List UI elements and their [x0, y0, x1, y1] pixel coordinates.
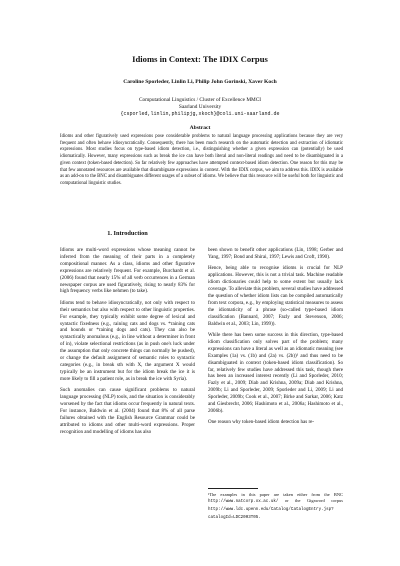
paragraph: been shown to benefit other applications (Lin, 1998; Gerber and Yang, 1997; Bond and Shirai, 1997; Lewis and Croft, 1990).	[208, 247, 343, 260]
right-column	[208, 247, 343, 431]
footnote-link-gigaword[interactable]: http://www.ldc.upenn.edu/Catalog/CatalogEntry.jsp?catalogId=LDC2003T05.	[208, 507, 334, 520]
paragraph: Hence, being able to recognise idioms is crucial for NLP applications. However, this is not a trivial task. Machine readable idiom dictionaries could help to some extent but usually lack coverage. To alleviate this problem, several studies have addressed the question of whether idiom lists can be compiled automatically from text corpora, e.g., by employing statistical measures to assess the idiomaticity of a phrase (so-called type-based idiom classification (Bannard, 2007; Fazly and Stevenson, 2006; Baldwin et al., 2003; Lin, 1999)).	[208, 265, 343, 327]
paragraph: One reason why token-based idiom detection has re-	[208, 419, 315, 426]
paragraph: While there has been some success in this direction, type-based idiom classification only solves part of the problem; many expressions can have a literal as well as an idiomatic meaning (see Examples (1a) vs. (1b) and (2a) vs. (2b))¹ and thus need to be disambiguated in context (token-based idiom classification). So far, relatively few studies have addressed this task, though there has been an increased interest recently (Li and Sporleder, 2010; Fazly et al., 2009; Diab and Krishna, 2009a; Diab and Krishna, 2009b; Li and Sporleder, 2009; Sporleder and Li, 2009; Li and Sporleder, 2009b; Cook et al., 2007; Birke and Sarkar, 2006; Katz and Giesbrecht, 2006; Hashimoto et al., 2006a; Hashimoto et al., 2006b).	[208, 331, 343, 414]
footnote-text: ¹The examples in this paper are taken either from the BNC	[208, 492, 343, 497]
section-heading-introduction: 1. Introduction	[107, 230, 148, 237]
affiliation-line: Saarland University	[178, 103, 222, 110]
footnote-divider	[208, 488, 258, 489]
footnote	[208, 492, 343, 522]
paragraph: Idioms are multi-word expressions whose meaning cannot be inferred from the meaning of their parts in a completely compositional manner. As a class, idioms and other figurative expressions are relatively frequent. For example, Burchardt et al. (2006) found that nearly 15% of all verb occurrences in a German newspaper corpus are used figuratively, rising to nearly 83% for high frequency verbs like nehmen (to take).	[60, 247, 195, 295]
abstract-text: Idioms and other figuratively used expressions pose considerable problems to natural language processing applications because they are very frequent and often behave idiosyncratically. Consequently, there has been much research on the automatic detection and extraction of idiomatic expressions. Most studies focus on type-based idiom detection, i.e., distinguishing whether a given expression can (potentially) be used idiomatically. However, many expressions such as break the ice can have both literal and non-literal readings and need to be disambiguated in a given context (token-based detection). So far relatively few approaches have attempted context-based idiom detection. One reason for this may be that few annotated resources are available that disambiguate expressions in context. With the IDIX corpus, we aim to address this. IDIX is available as an add-on to the BNC and disambiguates different usages of a subset of idioms. We believe that this resource will be useful both for linguistic and computational linguistic studies.	[60, 134, 343, 186]
abstract-heading: Abstract	[189, 125, 211, 131]
paragraph: Idioms tend to behave idiosyncratically, not only with respect to their semantics but also with respect to other linguistic properties. For example, they typically exhibit some degree of lexical and syntactic fixedness (e.g., raining cats and dogs vs. *raining cats and hounds or *raining dogs and cats). They can also be syntactically anomalous (e.g., in line without a determiner in front of in), violate selectional restrictions (as in push one's luck under the assumption that only concrete things can normally be pushed), or change the default assignment of semantic roles to syntactic categories (e.g., in break sth with X, the argument X would typically be an instrument but for the idiom break the ice it is more likely to fill a patient role, as in break the ice with Syria).	[60, 299, 195, 382]
paper-title: Idioms in Context: The IDIX Corpus	[132, 54, 268, 64]
author-emails: {csporled,linlin,philipjg,xkoch}@coli.uni-saarland.de	[120, 110, 280, 117]
affiliation-line: Computational Linguistics / Cluster of Excellence MMCI	[138, 97, 262, 103]
affiliation-block	[0, 97, 400, 118]
author-list: Caroline Sporleder, Linlin Li, Philip John Gorinski, Xaver Koch	[123, 79, 277, 85]
paragraph: Such anomalies can cause significant problems to natural language processing (NLP) tools, and the situation is considerably worsened by the fact that idioms occur frequently in natural texts. For instance, Baldwin et al. (2004) found that 8% of all parse failures obtained with the English Resource Grammar could be attributed to idioms and other multi-word expressions. Proper recognition and modelling of idioms has also	[60, 387, 195, 435]
footnote-link-bnc[interactable]: http://www.natcorp.ox.ac.uk/	[208, 499, 279, 504]
footnote-text: or the Gigaword corpus	[284, 497, 343, 503]
left-column	[60, 247, 195, 440]
